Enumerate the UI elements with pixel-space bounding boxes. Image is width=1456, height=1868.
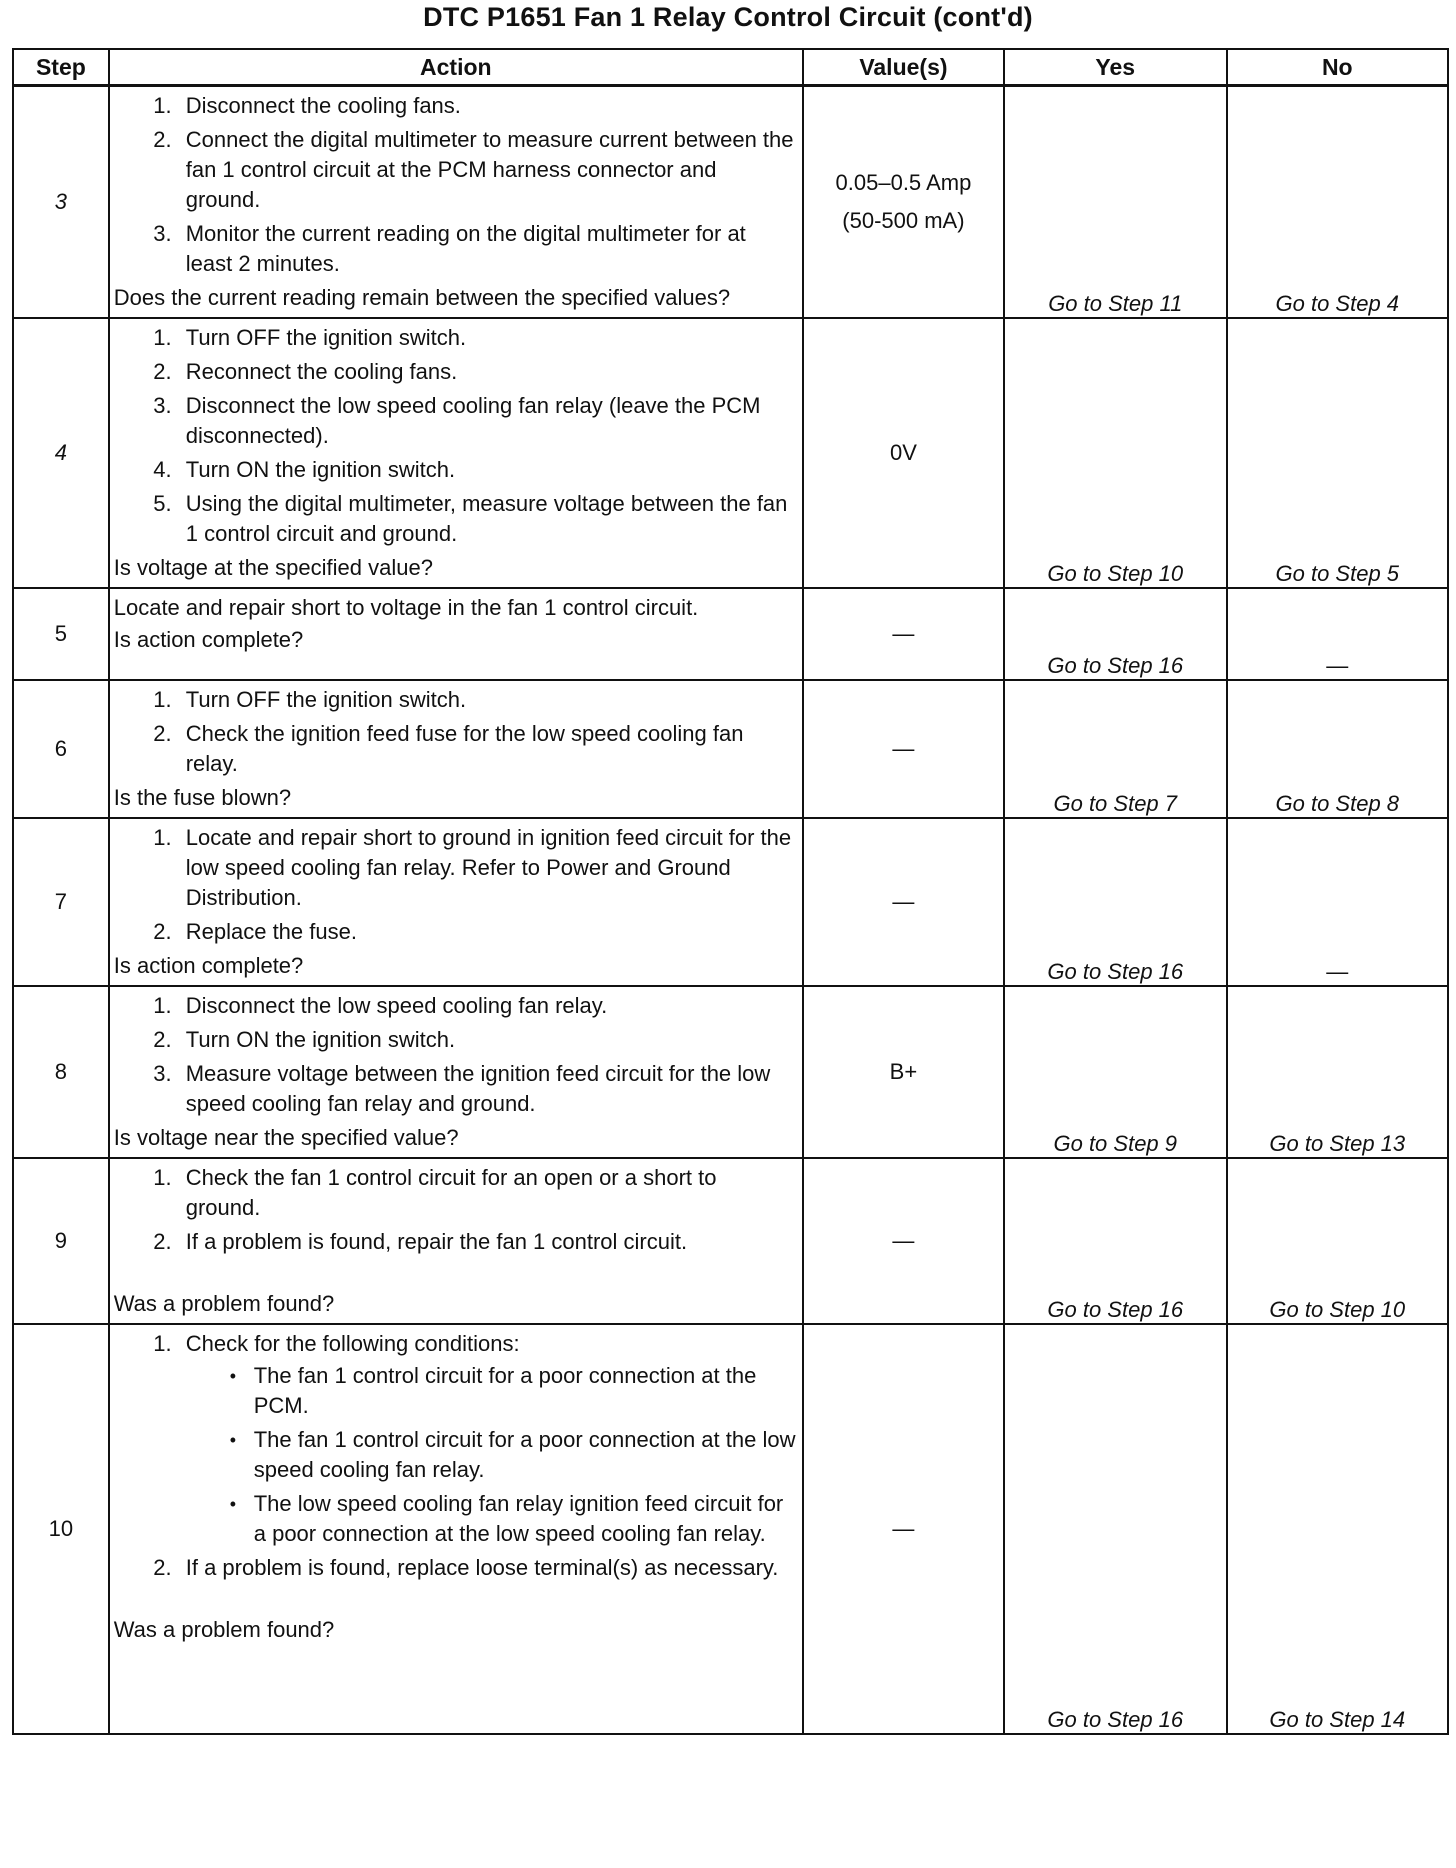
yes-link[interactable]: Go to Step 16 xyxy=(1004,588,1227,680)
step-number: 8 xyxy=(13,986,109,1158)
header-yes: Yes xyxy=(1004,49,1227,86)
action-step: 3. Disconnect the low speed cooling fan relay (leave the PCM disconnected). xyxy=(178,391,796,451)
value-cell: B+ xyxy=(803,986,1004,1158)
no-link[interactable]: Go to Step 13 xyxy=(1227,986,1448,1158)
value-text: (50-500 mA) xyxy=(842,208,965,233)
action-question: Was a problem found? xyxy=(113,1291,335,1316)
value-cell xyxy=(803,86,1004,319)
no-link: — xyxy=(1227,588,1448,680)
action-step: 2. Check the ignition feed fuse for the low speed cooling fan relay. xyxy=(178,719,796,779)
no-link[interactable]: Go to Step 4 xyxy=(1227,86,1448,319)
action-step: 1. Turn OFF the ignition switch. xyxy=(178,685,796,715)
action-question: Is voltage at the specified value? xyxy=(113,555,433,580)
action-step: 2. Turn ON the ignition switch. xyxy=(178,1025,796,1055)
no-link: — xyxy=(1227,818,1448,986)
action-step: 3. Measure voltage between the ignition feed circuit for the low speed cooling fan relay and ground. xyxy=(178,1059,796,1119)
yes-link[interactable]: Go to Step 11 xyxy=(1004,86,1227,319)
header-values: Value(s) xyxy=(803,49,1004,86)
value-cell: 0V xyxy=(803,318,1004,588)
table-header-row xyxy=(13,49,1448,86)
action-question: Is the fuse blown? xyxy=(113,785,292,810)
no-link[interactable]: Go to Step 10 xyxy=(1227,1158,1448,1324)
action-step: 2. If a problem is found, replace loose terminal(s) as necessary. xyxy=(178,1553,796,1583)
action-step: 4. Turn ON the ignition switch. xyxy=(178,455,796,485)
step-number: 4 xyxy=(13,318,109,588)
action-step: 1. Disconnect the low speed cooling fan relay. xyxy=(178,991,796,1021)
step-number: 10 xyxy=(13,1324,109,1734)
step-number: 5 xyxy=(13,588,109,680)
action-cell xyxy=(109,986,803,1158)
action-question: Is action complete? xyxy=(113,953,304,978)
yes-link[interactable]: Go to Step 10 xyxy=(1004,318,1227,588)
yes-link[interactable]: Go to Step 16 xyxy=(1004,1324,1227,1734)
action-question: Is action complete? xyxy=(113,627,304,652)
value-cell: — xyxy=(803,818,1004,986)
action-step: 2. Replace the fuse. xyxy=(178,917,796,947)
action-step: 5. Using the digital multimeter, measure voltage between the fan 1 control circuit and ground. xyxy=(178,489,796,549)
condition-bullet: • The low speed cooling fan relay ignition feed circuit for a poor connection at the low speed cooling fan relay. xyxy=(224,1489,796,1549)
table-row xyxy=(13,818,1448,986)
action-cell xyxy=(109,318,803,588)
action-step: 1. Disconnect the cooling fans. xyxy=(178,91,796,121)
action-text: Locate and repair short to voltage in the fan 1 control circuit. xyxy=(113,595,699,620)
table-row xyxy=(13,1324,1448,1734)
table-row xyxy=(13,588,1448,680)
value-cell: — xyxy=(803,588,1004,680)
action-step: 2. Connect the digital multimeter to measure current between the fan 1 control circuit at the PCM harness connector and ground. xyxy=(178,125,796,215)
condition-bullet: • The fan 1 control circuit for a poor connection at the low speed cooling fan relay. xyxy=(224,1425,796,1485)
no-link[interactable]: Go to Step 8 xyxy=(1227,680,1448,818)
action-step: 3. Monitor the current reading on the digital multimeter for at least 2 minutes. xyxy=(178,219,796,279)
action-cell xyxy=(109,86,803,319)
yes-link[interactable]: Go to Step 9 xyxy=(1004,986,1227,1158)
condition-bullet: • The fan 1 control circuit for a poor connection at the PCM. xyxy=(224,1361,796,1421)
action-question: Is voltage near the specified value? xyxy=(113,1125,459,1150)
step-number: 3 xyxy=(13,86,109,319)
yes-link[interactable]: Go to Step 16 xyxy=(1004,1158,1227,1324)
table-row xyxy=(13,1158,1448,1324)
action-cell xyxy=(109,1158,803,1324)
step-number: 7 xyxy=(13,818,109,986)
action-step-text: Check for the following conditions: xyxy=(185,1331,520,1356)
action-step: 1. Check the fan 1 control circuit for an open or a short to ground. xyxy=(178,1163,796,1223)
table-row xyxy=(13,86,1448,319)
no-link[interactable]: Go to Step 14 xyxy=(1227,1324,1448,1734)
action-cell xyxy=(109,818,803,986)
table-row xyxy=(13,680,1448,818)
action-step: 1. Locate and repair short to ground in ignition feed circuit for the low speed cooling fan relay. Refer to Power and Ground Distribution. xyxy=(178,823,796,913)
action-cell xyxy=(109,588,803,680)
header-no: No xyxy=(1227,49,1448,86)
page-title: DTC P1651 Fan 1 Relay Control Circuit (cont'd) xyxy=(423,2,1033,32)
yes-link[interactable]: Go to Step 7 xyxy=(1004,680,1227,818)
action-question: Was a problem found? xyxy=(113,1617,335,1642)
action-step: 1. Turn OFF the ignition switch. xyxy=(178,323,796,353)
header-action: Action xyxy=(109,49,803,86)
action-cell xyxy=(109,680,803,818)
value-cell: — xyxy=(803,1158,1004,1324)
value-text: 0.05–0.5 Amp xyxy=(835,170,972,195)
action-step: 2. Reconnect the cooling fans. xyxy=(178,357,796,387)
header-step: Step xyxy=(13,49,109,86)
table-row xyxy=(13,318,1448,588)
diagnostic-table xyxy=(12,48,1449,1735)
yes-link[interactable]: Go to Step 16 xyxy=(1004,818,1227,986)
action-cell xyxy=(109,1324,803,1734)
value-cell: — xyxy=(803,1324,1004,1734)
step-number: 9 xyxy=(13,1158,109,1324)
no-link[interactable]: Go to Step 5 xyxy=(1227,318,1448,588)
action-step: 2. If a problem is found, repair the fan 1 control circuit. xyxy=(178,1227,796,1257)
value-cell: — xyxy=(803,680,1004,818)
action-step xyxy=(178,1329,796,1549)
action-question: Does the current reading remain between the specified values? xyxy=(113,285,731,310)
table-row xyxy=(13,986,1448,1158)
step-number: 6 xyxy=(13,680,109,818)
